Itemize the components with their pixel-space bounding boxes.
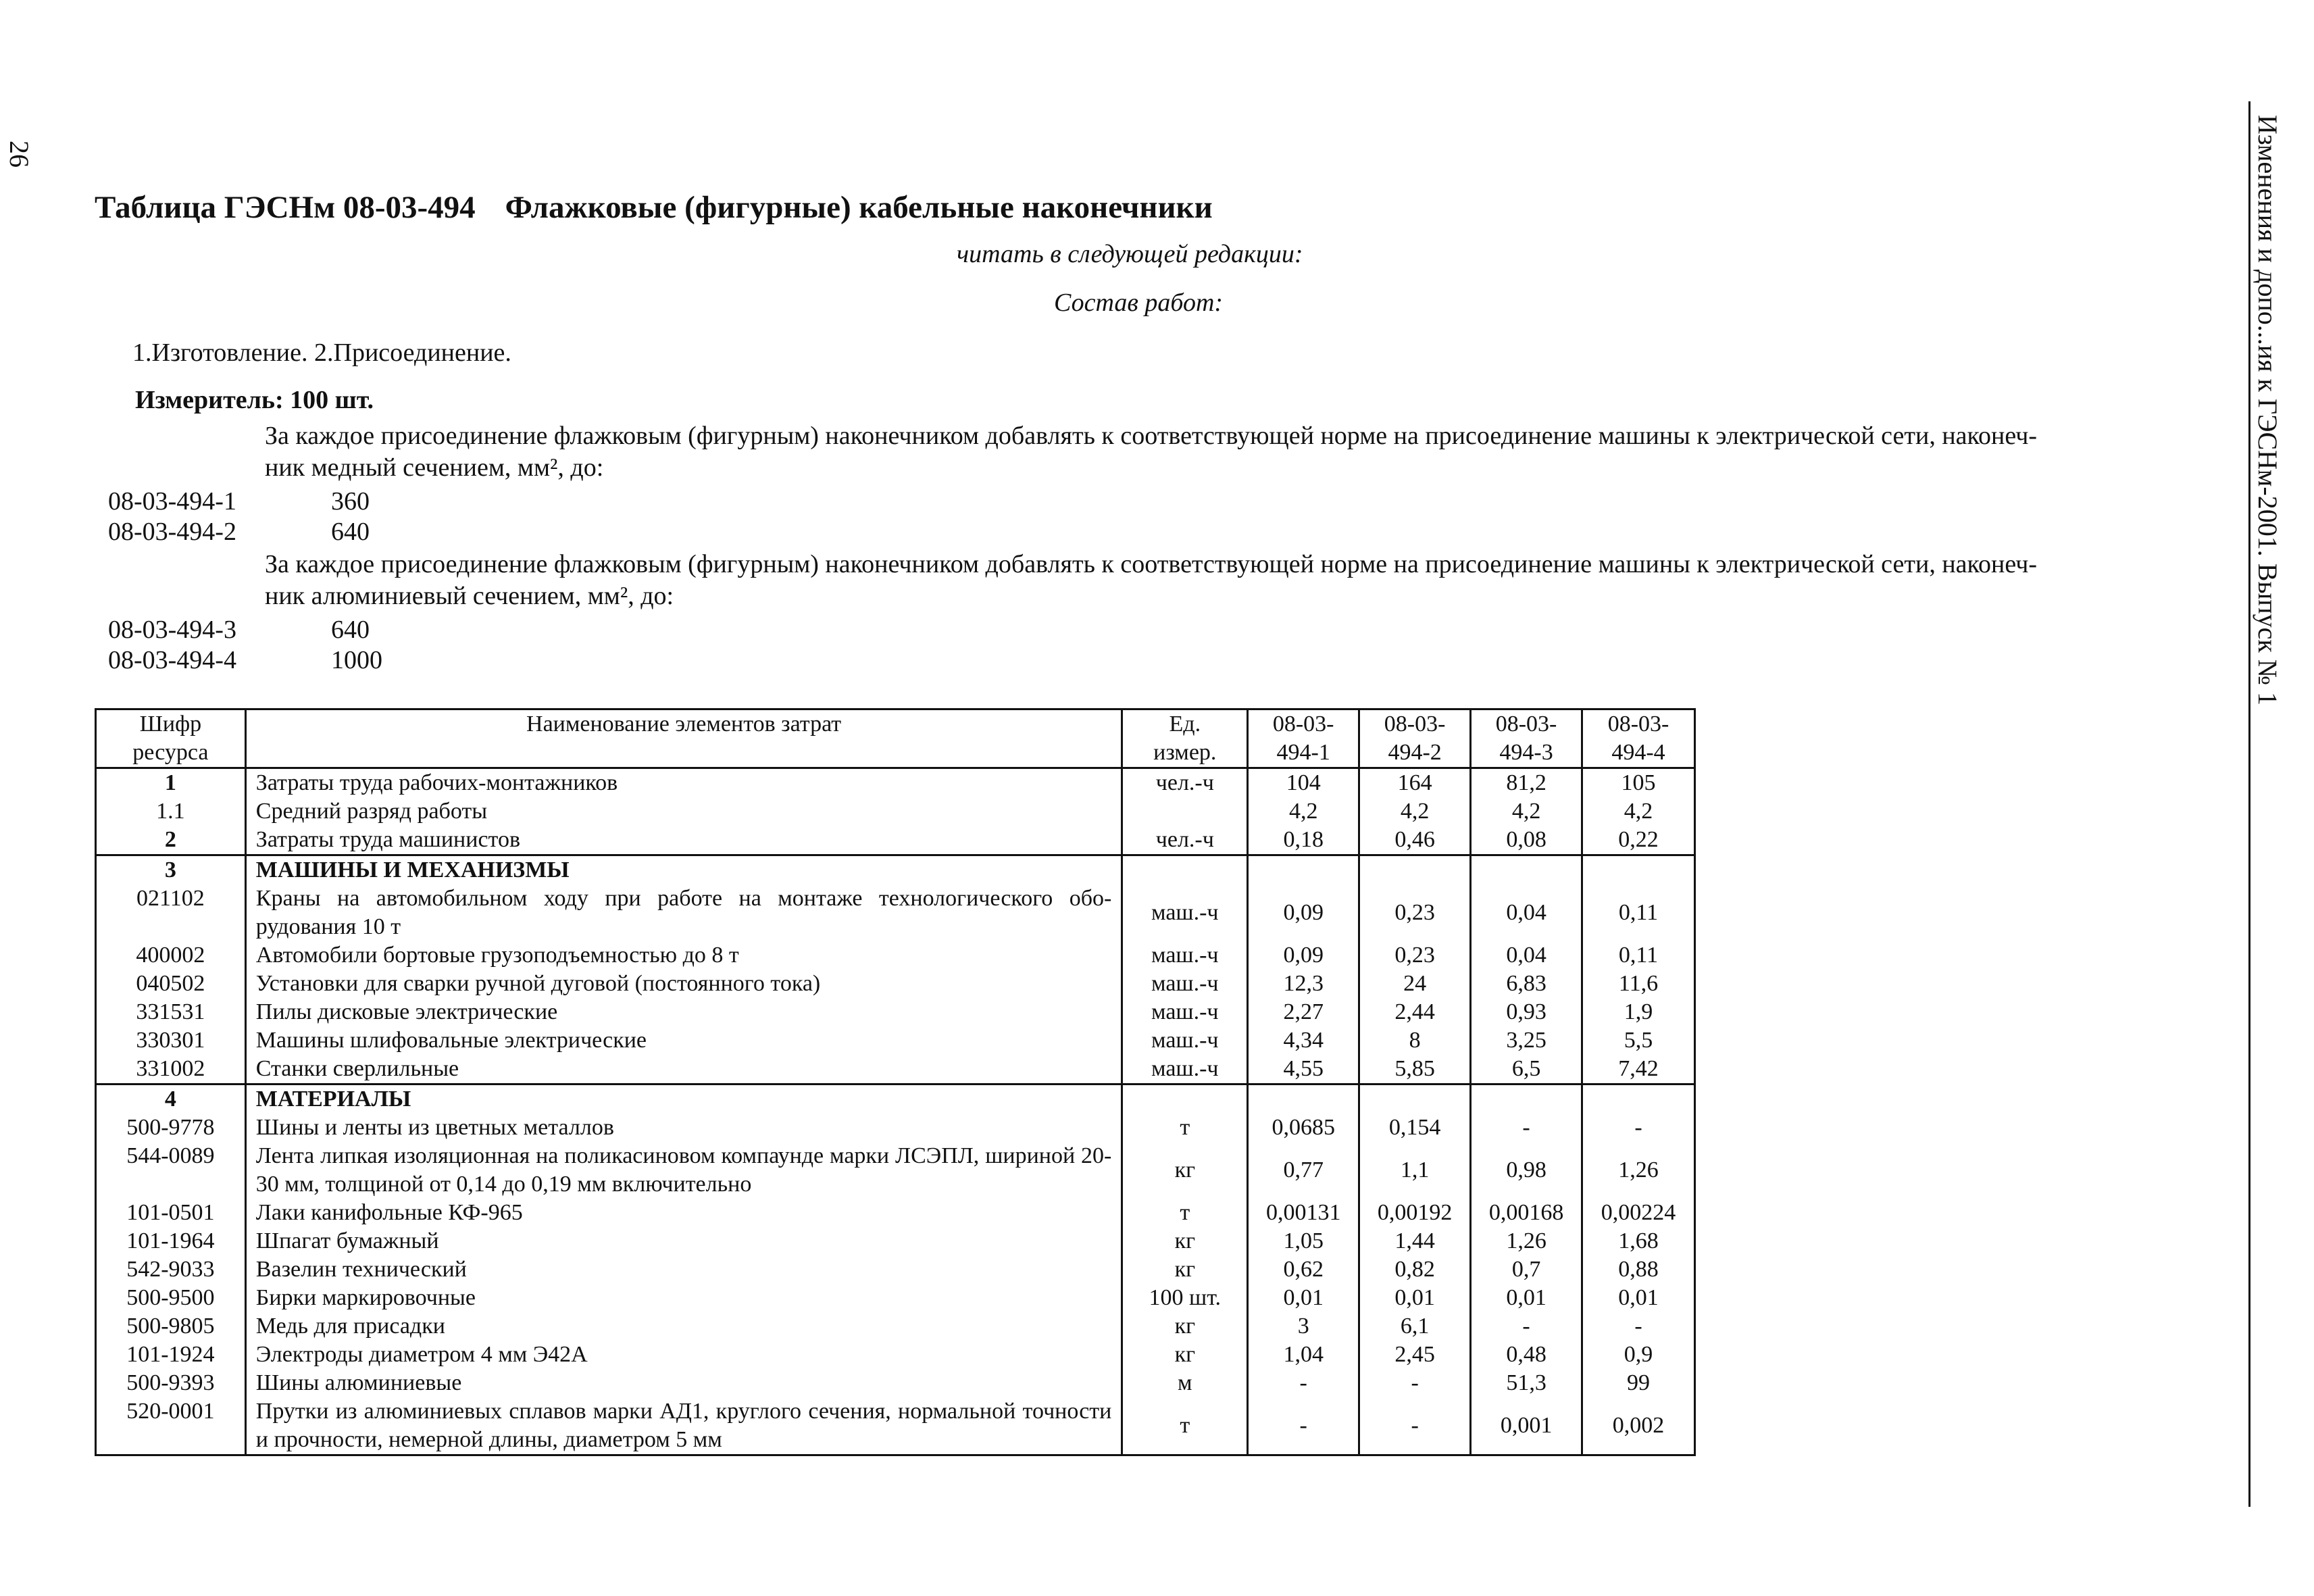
header-name: Наименование элементов затрат <box>245 709 1122 768</box>
edition-note: читать в следующей редакции: <box>957 240 1303 268</box>
row-value: 0,18 <box>1248 826 1359 855</box>
row-code: 500-9500 <box>96 1284 246 1312</box>
row-value: 1,04 <box>1248 1341 1359 1369</box>
row-name: Станки сверлильные <box>245 1055 1122 1084</box>
header-norm-4: 08-03- 494-4 <box>1582 709 1695 768</box>
row-value: 0,00192 <box>1359 1199 1471 1227</box>
aluminium-intro <box>265 549 2217 612</box>
row-value: 1,44 <box>1359 1227 1471 1255</box>
row-name: Затраты труда рабочих-монтажников <box>245 768 1122 798</box>
side-rule-divider <box>2248 101 2250 1507</box>
row-value: 0,002 <box>1582 1397 1695 1455</box>
row-name: Шины алюминиевые <box>245 1369 1122 1397</box>
row-name: Средний разряд работы <box>245 797 1122 826</box>
row-code: 4 <box>96 1084 246 1114</box>
row-value: 6,1 <box>1359 1312 1471 1341</box>
norm-value: 640 <box>331 616 370 644</box>
row-value: 0,77 <box>1248 1142 1359 1199</box>
row-value: 0,04 <box>1471 884 1582 941</box>
row-value: 0,98 <box>1471 1142 1582 1199</box>
row-value: 2,45 <box>1359 1341 1471 1369</box>
row-value: 0,01 <box>1582 1284 1695 1312</box>
row-value: 0,001 <box>1471 1397 1582 1455</box>
table-row <box>96 1199 1695 1227</box>
row-value: 0,82 <box>1359 1255 1471 1284</box>
table-title <box>95 189 1213 226</box>
row-value: 5,5 <box>1582 1026 1695 1055</box>
table-row <box>96 884 1695 941</box>
row-value: 11,6 <box>1582 970 1695 998</box>
row-name: Прутки из алюминиевых сплавов марки АД1, круглого сечения, нормальной точности и прочности, немерной длины, диаметром 5 мм <box>245 1397 1122 1455</box>
row-value: 1,05 <box>1248 1227 1359 1255</box>
row-value: 0,88 <box>1582 1255 1695 1284</box>
table-row <box>96 1341 1695 1369</box>
row-value: 3 <box>1248 1312 1359 1341</box>
row-unit: кг <box>1122 1341 1248 1369</box>
row-value <box>1359 1084 1471 1114</box>
row-value: 24 <box>1359 970 1471 998</box>
row-value: 4,34 <box>1248 1026 1359 1055</box>
row-unit: маш.-ч <box>1122 1026 1248 1055</box>
work-composition-label: Состав работ: <box>1054 289 1224 317</box>
table-row <box>96 1284 1695 1312</box>
row-code: 021102 <box>96 884 246 941</box>
norm-row <box>108 517 370 547</box>
row-code: 3 <box>96 855 246 885</box>
row-code: 544-0089 <box>96 1142 246 1199</box>
table-row <box>96 998 1695 1026</box>
row-value <box>1248 855 1359 885</box>
measure-unit: Измеритель: 100 шт. <box>135 386 374 414</box>
row-name: Лаки канифольные КФ-965 <box>245 1199 1122 1227</box>
row-unit: т <box>1122 1397 1248 1455</box>
table-row <box>96 797 1695 826</box>
row-value: 0,09 <box>1248 941 1359 970</box>
row-value: 4,2 <box>1248 797 1359 826</box>
row-value: 0,0685 <box>1248 1114 1359 1142</box>
row-value: 4,2 <box>1359 797 1471 826</box>
row-value: - <box>1582 1312 1695 1341</box>
row-value <box>1359 855 1471 885</box>
row-value: 0,00168 <box>1471 1199 1582 1227</box>
row-value: 0,7 <box>1471 1255 1582 1284</box>
row-unit <box>1122 855 1248 885</box>
row-unit: маш.-ч <box>1122 970 1248 998</box>
copper-intro-line-1: За каждое присоединение флажковым (фигурным) наконечником добавлять к соответствующей норме на присоединение машины к электрической сети, наконеч- <box>265 422 2038 450</box>
row-value: 0,00131 <box>1248 1199 1359 1227</box>
row-value: 0,46 <box>1359 826 1471 855</box>
row-unit: маш.-ч <box>1122 884 1248 941</box>
row-value <box>1582 855 1695 885</box>
row-unit: м <box>1122 1369 1248 1397</box>
row-code: 400002 <box>96 941 246 970</box>
row-value: 0,48 <box>1471 1341 1582 1369</box>
row-code: 331531 <box>96 998 246 1026</box>
table-title-name: Флажковые (фигурные) кабельные наконечники <box>505 190 1213 225</box>
row-code: 040502 <box>96 970 246 998</box>
row-code: 330301 <box>96 1026 246 1055</box>
row-value: 0,08 <box>1471 826 1582 855</box>
row-value: 0,00224 <box>1582 1199 1695 1227</box>
table-row <box>96 1026 1695 1055</box>
row-value: 0,01 <box>1359 1284 1471 1312</box>
row-value: 4,2 <box>1471 797 1582 826</box>
row-code: 542-9033 <box>96 1255 246 1284</box>
table-row <box>96 1369 1695 1397</box>
row-code: 1 <box>96 768 246 798</box>
row-value: 0,01 <box>1248 1284 1359 1312</box>
row-unit: кг <box>1122 1227 1248 1255</box>
row-value: 1,26 <box>1582 1142 1695 1199</box>
row-code: 500-9805 <box>96 1312 246 1341</box>
row-value <box>1248 1084 1359 1114</box>
norm-row <box>108 645 382 675</box>
row-value: 0,154 <box>1359 1114 1471 1142</box>
row-value: - <box>1471 1114 1582 1142</box>
norm-row <box>108 487 370 516</box>
table-row <box>96 1055 1695 1084</box>
row-value: 6,83 <box>1471 970 1582 998</box>
table-row <box>96 970 1695 998</box>
row-name: МАШИНЫ И МЕХАНИЗМЫ <box>245 855 1122 885</box>
row-value <box>1471 855 1582 885</box>
row-name: Медь для присадки <box>245 1312 1122 1341</box>
norm-code: 08-03-494-4 <box>108 646 236 674</box>
row-value: - <box>1359 1397 1471 1455</box>
table-row <box>96 1114 1695 1142</box>
row-value: 0,23 <box>1359 884 1471 941</box>
table-header-row <box>96 709 1695 768</box>
row-value <box>1582 1084 1695 1114</box>
row-name: Автомобили бортовые грузоподъемностью до 8 т <box>245 941 1122 970</box>
row-value: 12,3 <box>1248 970 1359 998</box>
row-value: 0,62 <box>1248 1255 1359 1284</box>
norm-value: 1000 <box>331 646 382 674</box>
row-unit: кг <box>1122 1142 1248 1199</box>
table-row <box>96 1142 1695 1199</box>
row-code: 1.1 <box>96 797 246 826</box>
row-code: 101-1964 <box>96 1227 246 1255</box>
table-row <box>96 1312 1695 1341</box>
norm-value: 640 <box>331 518 370 546</box>
header-norm-2: 08-03- 494-2 <box>1359 709 1471 768</box>
row-value: 3,25 <box>1471 1026 1582 1055</box>
work-composition-text: 1.Изготовление. 2.Присоединение. <box>132 339 511 367</box>
row-unit <box>1122 1084 1248 1114</box>
row-name: МАТЕРИАЛЫ <box>245 1084 1122 1114</box>
table-row <box>96 1255 1695 1284</box>
aluminium-intro-line-2: ник алюминиевый сечением, мм², до: <box>265 582 674 610</box>
row-unit: чел.-ч <box>1122 826 1248 855</box>
row-value: 105 <box>1582 768 1695 798</box>
table-title-number: Таблица ГЭСНм 08-03-494 <box>95 190 476 225</box>
table-row <box>96 768 1695 798</box>
row-code: 520-0001 <box>96 1397 246 1455</box>
table-row <box>96 826 1695 855</box>
row-value: - <box>1248 1397 1359 1455</box>
side-running-header: Изменения и допо...ия к ГЭСНм-2001. Выпуск № 1 <box>2253 115 2283 706</box>
row-name: Электроды диаметром 4 мм Э42А <box>245 1341 1122 1369</box>
table-row <box>96 1397 1695 1455</box>
row-value: 0,11 <box>1582 884 1695 941</box>
copper-intro <box>265 420 2217 484</box>
row-value: 4,55 <box>1248 1055 1359 1084</box>
norm-code: 08-03-494-3 <box>108 616 236 644</box>
aluminium-intro-line-1: За каждое присоединение флажковым (фигурным) наконечником добавлять к соответствующей норме на присоединение машины к электрической сети, наконеч- <box>265 550 2038 578</box>
copper-intro-line-2: ник медный сечением, мм², до: <box>265 453 604 482</box>
row-code: 101-0501 <box>96 1199 246 1227</box>
row-unit: кг <box>1122 1312 1248 1341</box>
header-code: Шифр ресурса <box>96 709 246 768</box>
row-unit: т <box>1122 1114 1248 1142</box>
row-name: Бирки маркировочные <box>245 1284 1122 1312</box>
header-norm-1: 08-03- 494-1 <box>1248 709 1359 768</box>
row-value: 8 <box>1359 1026 1471 1055</box>
row-value: 0,01 <box>1471 1284 1582 1312</box>
row-unit: маш.-ч <box>1122 941 1248 970</box>
row-value: - <box>1582 1114 1695 1142</box>
row-code: 331002 <box>96 1055 246 1084</box>
row-value: 0,23 <box>1359 941 1471 970</box>
norm-code: 08-03-494-2 <box>108 518 236 546</box>
norm-code: 08-03-494-1 <box>108 487 236 516</box>
row-value: 0,22 <box>1582 826 1695 855</box>
row-value: 81,2 <box>1471 768 1582 798</box>
row-value: 0,04 <box>1471 941 1582 970</box>
row-code: 500-9778 <box>96 1114 246 1142</box>
row-name: Лента липкая изоляционная на поликасиновом компаунде марки ЛСЭПЛ, шириной 20-30 мм, толщиной от 0,14 до 0,19 мм включительно <box>245 1142 1122 1199</box>
table-row <box>96 1227 1695 1255</box>
norm-value: 360 <box>331 487 370 516</box>
header-norm-3: 08-03- 494-3 <box>1471 709 1582 768</box>
row-code: 500-9393 <box>96 1369 246 1397</box>
row-value: 104 <box>1248 768 1359 798</box>
row-code: 101-1924 <box>96 1341 246 1369</box>
row-name: Установки для сварки ручной дуговой (постоянного тока) <box>245 970 1122 998</box>
row-name: Краны на автомобильном ходу при работе на монтаже технологического обо-рудования 10 т <box>245 884 1122 941</box>
row-unit: маш.-ч <box>1122 1055 1248 1084</box>
row-name: Шины и ленты из цветных металлов <box>245 1114 1122 1142</box>
row-code: 2 <box>96 826 246 855</box>
header-unit: Ед. измер. <box>1122 709 1248 768</box>
row-unit: т <box>1122 1199 1248 1227</box>
row-name: Пилы дисковые электрические <box>245 998 1122 1026</box>
row-value: - <box>1471 1312 1582 1341</box>
row-value: 2,44 <box>1359 998 1471 1026</box>
row-unit: 100 шт. <box>1122 1284 1248 1312</box>
page-number: 26 <box>4 141 34 168</box>
row-unit <box>1122 797 1248 826</box>
row-value: - <box>1359 1369 1471 1397</box>
row-value: 0,11 <box>1582 941 1695 970</box>
table-row <box>96 855 1695 885</box>
row-unit: кг <box>1122 1255 1248 1284</box>
row-value: 5,85 <box>1359 1055 1471 1084</box>
row-value <box>1471 1084 1582 1114</box>
row-name: Машины шлифовальные электрические <box>245 1026 1122 1055</box>
row-value: 7,42 <box>1582 1055 1695 1084</box>
row-value: 99 <box>1582 1369 1695 1397</box>
table-row <box>96 941 1695 970</box>
row-value: 6,5 <box>1471 1055 1582 1084</box>
row-value: 164 <box>1359 768 1471 798</box>
row-value: 0,09 <box>1248 884 1359 941</box>
row-value: 4,2 <box>1582 797 1695 826</box>
norm-row <box>108 615 370 645</box>
table-row <box>96 1084 1695 1114</box>
row-unit: маш.-ч <box>1122 998 1248 1026</box>
row-name: Вазелин технический <box>245 1255 1122 1284</box>
row-value: 1,26 <box>1471 1227 1582 1255</box>
row-value: 1,1 <box>1359 1142 1471 1199</box>
row-value: 0,9 <box>1582 1341 1695 1369</box>
row-value: 1,68 <box>1582 1227 1695 1255</box>
row-unit: чел.-ч <box>1122 768 1248 798</box>
row-value: 51,3 <box>1471 1369 1582 1397</box>
row-value: 2,27 <box>1248 998 1359 1026</box>
row-name: Затраты труда машинистов <box>245 826 1122 855</box>
row-name: Шпагат бумажный <box>245 1227 1122 1255</box>
cost-elements-table <box>95 708 1696 1456</box>
row-value: - <box>1248 1369 1359 1397</box>
row-value: 0,93 <box>1471 998 1582 1026</box>
row-value: 1,9 <box>1582 998 1695 1026</box>
